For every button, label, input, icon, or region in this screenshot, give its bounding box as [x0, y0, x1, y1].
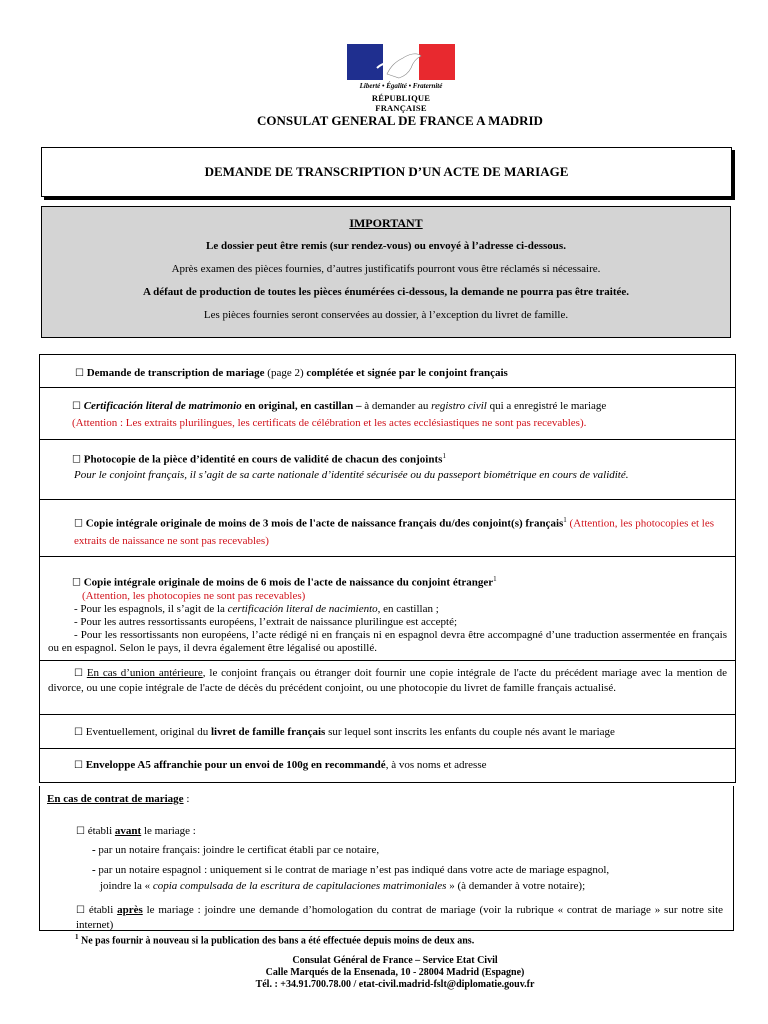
contract-avant: ☐ établi avant le mariage : — [76, 825, 196, 837]
documents-checklist — [39, 354, 736, 783]
checkbox-icon[interactable]: ☐ — [74, 668, 83, 679]
logo-motto: Liberté • Égalité • Fraternité — [359, 82, 443, 90]
footer-address — [0, 955, 768, 991]
checklist-item-french-birth-certificate: ☐ Copie intégrale originale de moins de 3 mois de l'acte de naissance français du/des conjoint(s) français$^1$ (Attention, les photocopies et les extraits de naissance ne sont pas recevables) — [40, 500, 735, 557]
form-title-text: DEMANDE DE TRANSCRIPTION D’UN ACTE DE MARIAGE — [204, 164, 569, 179]
checklist-item-family-booklet: ☐ Eventuellement, original du livret de famille français sur lequel sont inscrits les enfants du couple nés avant le mariage — [40, 715, 735, 749]
checkbox-icon[interactable]: ☐ — [76, 826, 85, 837]
checklist-item-envelope: ☐ Enveloppe A5 affranchie pour un envoi de 100g en recommandé, à vos noms et adresse — [40, 749, 735, 783]
footer-line-1: Consulat Général de France – Service Etat Civil — [292, 955, 498, 966]
contract-apres: ☐ établi après le mariage : joindre une demande d’homologation du contrat de mariage (voir la rubrique « contrat de mariage » sur notre site internet) — [76, 904, 724, 931]
checklist-item-request: ☐ Demande de transcription de mariage (page 2) complétée et signée par le conjoint français — [40, 355, 735, 388]
checkbox-icon[interactable]: ☐ — [72, 401, 81, 412]
footer-line-2: Calle Marqués de la Ensenada, 10 - 28004 Madrid (Espagne) — [265, 967, 525, 978]
checklist-item-marriage-certificate: ☐ Certificación literal de matrimonio en original, en castillan – à demander au registro civil qui a enregistré le mariage (Attention : Les extraits plurilingues, les certificats de célébration et les actes ecclésiastiques ne sont pas recevables). — [40, 388, 735, 440]
logo-republique: RÉPUBLIQUE FRANÇAISE — [371, 93, 431, 113]
checkbox-icon[interactable]: ☐ — [75, 368, 84, 379]
important-line-3: A défaut de production de toutes les pièces énumérées ci-dessous, la demande ne pourra pas être traitée. — [143, 286, 629, 298]
contract-heading: En cas de contrat de mariage : — [47, 793, 190, 805]
marriage-contract-section — [39, 786, 734, 931]
footer-line-3: Tél. : +34.91.700.78.00 / etat-civil.madrid-fslt@diplomatie.gouv.fr — [255, 979, 535, 990]
important-line-4: Les pièces fournies seront conservées au dossier, à l’exception du livret de famille. — [203, 309, 569, 321]
important-line-1: Le dossier peut être remis (sur rendez-vous) ou envoyé à l’adresse ci-dessous. — [206, 240, 566, 252]
footnote: $^1$ Ne pas fournir à nouveau si la publication des bans a été effectuée depuis moins de deux ans. — [75, 933, 475, 947]
checkbox-icon[interactable]: ☐ — [72, 454, 81, 466]
contract-spanish-copy: joindre la « copia compulsada de la escritura de capitulaciones matrimoniales » (à demander à votre notaire); — [100, 880, 586, 892]
checkbox-icon[interactable]: ☐ — [74, 727, 83, 738]
checkbox-icon[interactable]: ☐ — [72, 577, 81, 589]
contract-bullet-spanish-notary: - par un notaire espagnol : uniquement si le contrat de mariage n’est pas indiqué dans votre acte de mariage espagnol, — [92, 864, 610, 876]
checkbox-icon[interactable]: ☐ — [74, 518, 83, 530]
important-line-2: Après examen des pièces fournies, d’autres justificatifs pourront vous être réclamés si nécessaire. — [171, 263, 601, 275]
checkbox-icon[interactable]: ☐ — [74, 760, 83, 771]
contract-bullet-french-notary: - par un notaire français: joindre le certificat établi par ce notaire, — [92, 844, 380, 856]
checklist-item-identity: ☐ Photocopie de la pièce d’identité en cours de validité de chacun des conjoints$^1$ Pour le conjoint français, il s’agit de sa carte nationale d’identité sécurisée ou du passeport biométrique en cours de validité. — [40, 440, 735, 500]
checkbox-icon[interactable]: ☐ — [76, 905, 85, 916]
checklist-item-foreign-birth-certificate: ☐ Copie intégrale originale de moins de 6 mois de l'acte de naissance du conjoint étranger$^1$ (Attention, les photocopies ne sont pas recevables) - Pour les espagnols, il s’agit de la certificación literal de nacimiento, en castillan ; - Pour les autres ressortissants européens, l’extrait de naissance plurilingue est accepté; - Pour les ressortissants non européens, l’acte rédigé ni en français ni en espagnol devra être accompagné d’une traduction assermentée en français ou en espagnol. Selon le pays, il devra également être légalisé ou apostillé. — [40, 557, 735, 661]
consulat-heading: CONSULAT GENERAL DE FRANCE A MADRID — [257, 113, 543, 128]
form-title — [41, 147, 732, 197]
tricolor-flag-icon — [347, 44, 455, 80]
checklist-item-previous-union: ☐ En cas d’union antérieure, le conjoint français ou étranger doit fournir une copie intégrale de l'acte du précédent mariage avec la mention de divorce, ou une copie intégrale de l'acte de décès du précédent conjoint, ou une photocopie du livret de famille français actualisé. — [40, 661, 735, 715]
marianne-profile-icon — [347, 44, 455, 80]
important-heading: IMPORTANT — [349, 216, 423, 230]
important-notice — [41, 206, 731, 338]
marianne-logo — [347, 44, 455, 113]
